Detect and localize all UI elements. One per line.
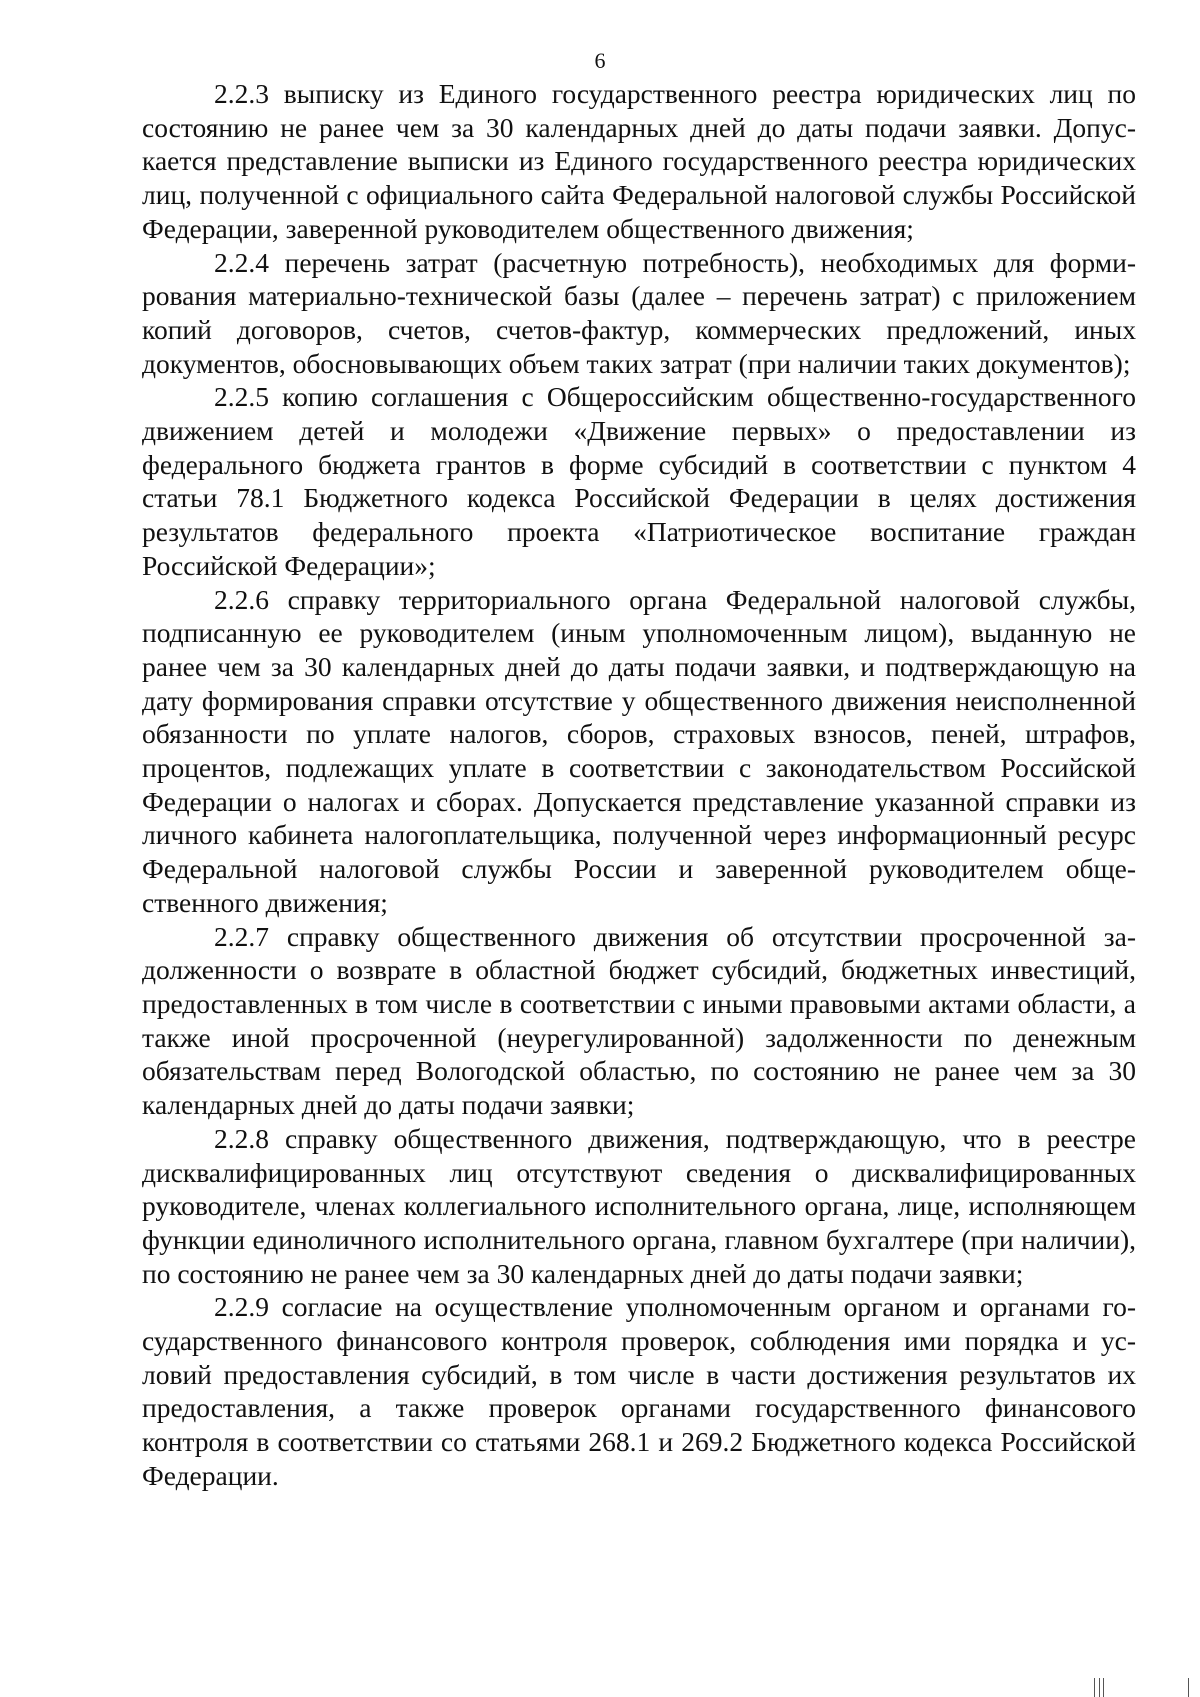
paragraph-2-2-7: 2.2.7 справку общественного движения об отсутствии просроченной задолженности о возврате в областной бюджет субсидий, бюджетных инвестиций, предоставленных в том числе в соответствии с иными правовыми актами области, а также иной просроченной (неурегулированной) задолженности по денежным обязательствам перед Вологодской областью, по состоянию не ранее чем за 30 календарных дней до даты подачи заявки; [142,920,1136,1121]
document-body [142,77,1136,1493]
paragraph-2-2-6: 2.2.6 справку территориального органа Федеральной налоговой службы, подписанную ее руководителем (иным уполномоченным лицом), выданную не ранее чем за 30 календарных дней до даты подачи заявки, и подтверждающую на дату формирования справки отсутствие у общественного движения неисполненной обязанности по уплате налогов, сборов, страховых взносов, пеней, штрафов, процентов, подлежащих уплате в соответствии с законодательством Российской Федерации о налогах и сборах. Допускается представление указанной справки из личного кабинета налогоплательщика, полученной через информационный ресурс Федеральной налоговой службы России и заверенной руководителем общественного движения; [142,583,1136,918]
paragraph-2-2-4: 2.2.4 перечень затрат (расчетную потребность), необходимых для формирования материально-технической базы (далее – перечень затрат) с приложением копий договоров, счетов, счетов-фактур, коммерческих предложений, иных документов, обосновывающих объем таких затрат (при наличии таких документов); [142,246,1136,379]
paragraph-2-2-8: 2.2.8 справку общественного движения, подтверждающую, что в реестре дисквалифицированных лиц отсутствуют сведения о дисквалифицированных руководителе, членах коллегиального исполнительного органа, лице, исполняющем функции единоличного исполнительного органа, главном бухгалтере (при наличии), по состоянию не ранее чем за 30 календарных дней до даты подачи заявки; [142,1122,1136,1289]
scan-edge-marks [1090,1678,1200,1697]
paragraph-2-2-5: 2.2.5 копию соглашения с Общероссийским общественно-государственного движением детей и молодежи «Движение первых» о предоставлении из федерального бюджета грантов в форме субсидий в соответствии с пунктом 4 статьи 78.1 Бюджетного кодекса Российской Федерации в целях достижения результатов федерального проекта «Патриотическое воспитание граждан Российской Федерации»; [142,381,1136,581]
page-number: 6 [594,48,606,73]
paragraph-2-2-3: 2.2.3 выписку из Единого государственного реестра юридических лиц по состоянию не ранее чем за 30 календарных дней до даты подачи заявки. Допускается представление выписки из Единого государственного реестра юридических лиц, полученной с официального сайта Федеральной налоговой службы Российской Федерации, заверенной руководителем общественного движения; [142,78,1136,244]
paragraph-2-2-9: 2.2.9 согласие на осуществление уполномоченным органом и органами государственного финансового контроля проверок, соблюдения ими порядка и условий предоставления субсидий, в том числе в части достижения результатов их предоставления, а также проверок органами государственного финансового контроля в соответствии со статьями 268.1 и 269.2 Бюджетного кодекса Российской Федерации. [142,1291,1136,1491]
